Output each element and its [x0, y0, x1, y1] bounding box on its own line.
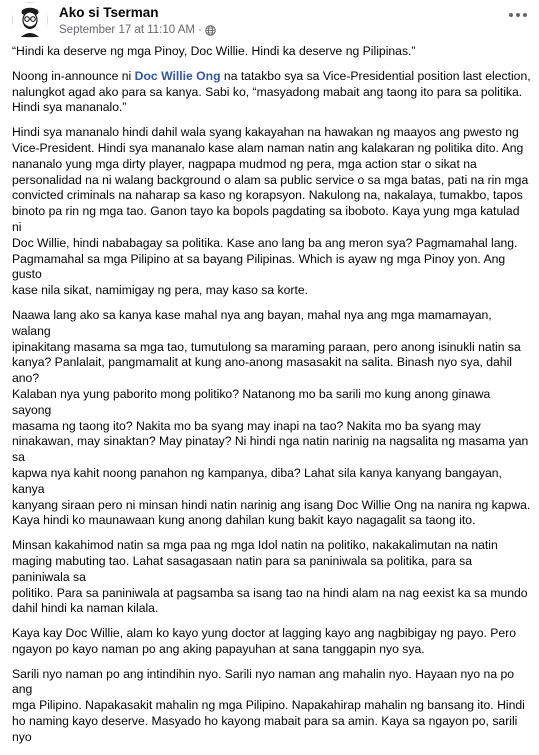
- paragraph-2-rest: na tatakbo sya sa Vice-Presidential position last election, nalungkot agad ako para sa kanya. Sabi ko, “masyadong mabait ang taong ito para sa politika. Hindi sya mananalo.”: [12, 68, 531, 115]
- post-paragraph-1: “Hindi ka deserve ng mga Pinoy, Doc Willie. Hindi ka deserve ng Pilipinas.”: [12, 44, 416, 58]
- globe-icon[interactable]: [205, 25, 216, 36]
- post-paragraph-5: Minsan kakahimod natin sa mga paa ng mga Idol natin na politiko, nakakalimutan na natin maging mabuting tao. Lahat sasagasaan natin para sa paniniwala sa politika, para sa paniniwala sa politiko. Para sa paniniwala at pagsamba sa isang tao na hindi alam na nag eexist ka sa mundo dahil hindi ka naman kilala.: [12, 538, 528, 616]
- more-options-button[interactable]: [504, 4, 532, 26]
- post-paragraph-2: [12, 69, 531, 116]
- more-horizontal-icon: [508, 12, 528, 18]
- post-timestamp[interactable]: September 17 at 11:10 AM: [59, 24, 195, 36]
- post-paragraph-3: Hindi sya mananalo hindi dahil wala syang kakayahan na hawakan ng maayos ang pwesto ng Vice-President. Hindi sya mananalo kase alam naman natin ang kalakaran ng politika dito. Ang nananalo yung mga dirty player, nagpapa mudmod ng pera, mga action star o sikat na personalidad na ni walang background o alam sa public service o sa mga batas, pati na rin mga convicted criminals na naharap sa kaso ng korapsyon. Nakulong na, nakalaya, tumakbo, tapos binoto pa rin ng mga tao. Ganon tayo ka bopols pagdating sa iboboto. Kaya yung mga katulad ni Doc Willie, hindi nababagay sa politika. Kase ano lang ba ang meron sya? Pagmamahal lang. Pagmamahal sa mga Pilipino at sa bayang Pilipinas. Which is ayaw ng mga Pinoy yon. Ang gusto kase nila sikat, namimigay ng pera, may kaso sa korte.: [12, 125, 529, 298]
- post-body: [12, 44, 531, 755]
- post-paragraph-4: Naawa lang ako sa kanya kase mahal nya ang bayan, mahal nya ang mga mamamayan, walang ipinakitang masama sa mga tao, tumutulong sa maraming paraan, pero anong isinukli natin sa kanya? Panlalait, pangmamalit at kung ano-anong masasakit na salita. Binash nyo sya, dahil ano? Kalaban nya yung paborito mong politiko? Natanong mo ba sarili mo kung anong ginawa sayong masama ng taong ito? Nakita mo ba syang may inapi na tao? Nakita mo ba syang may ninakawan, may sinaktan? May pinatay? Ni hindi nga natin narinig na nagsalita ng masama yan sa kapwa nya kahit noong panahon ng kampanya, diba? Lahat sila kanya kanyang bangayan, kanya kanyang siraan pero ni minsan hindi natin narinig ang isang Doc Willie Ong na nanira ng kapwa. Kaya hindi ko maunawaan kung anong dahilan kung bakit kayo nagagalit sa taong ito.: [12, 307, 531, 528]
- paragraph-2-lead: Noong in-announce ni: [12, 68, 135, 83]
- post-header: [12, 2, 532, 38]
- post-paragraph-6: Kaya kay Doc Willie, alam ko kayo yung doctor at lagging kayo ang nagbibigay ng payo. Pero ngayon po kayo naman po ang aking papayuhan at sana tanggapin nyo sya.: [12, 626, 517, 656]
- post-paragraph-7: Sarili nyo naman po ang intindihin nyo. Sarili nyo naman ang mahalin nyo. Hayaan nyo na po ang mga Pilipino. Napakasakit mahalin ng mga Pilipino. Napakahirap mahalin ng bansang ito. Hindi ho naming kayo deserve. Masyado ho kayong mabait para sa amin. Kaya sa ngayon po, sarili nyo: [12, 666, 525, 744]
- author-name[interactable]: Ako si Tserman: [59, 5, 159, 20]
- mention-link[interactable]: Doc Willie Ong: [134, 68, 221, 83]
- meta-separator: ·: [197, 24, 202, 36]
- author-avatar[interactable]: [12, 2, 48, 38]
- post-meta: [59, 24, 216, 36]
- avatar-illustration-icon: [13, 3, 47, 37]
